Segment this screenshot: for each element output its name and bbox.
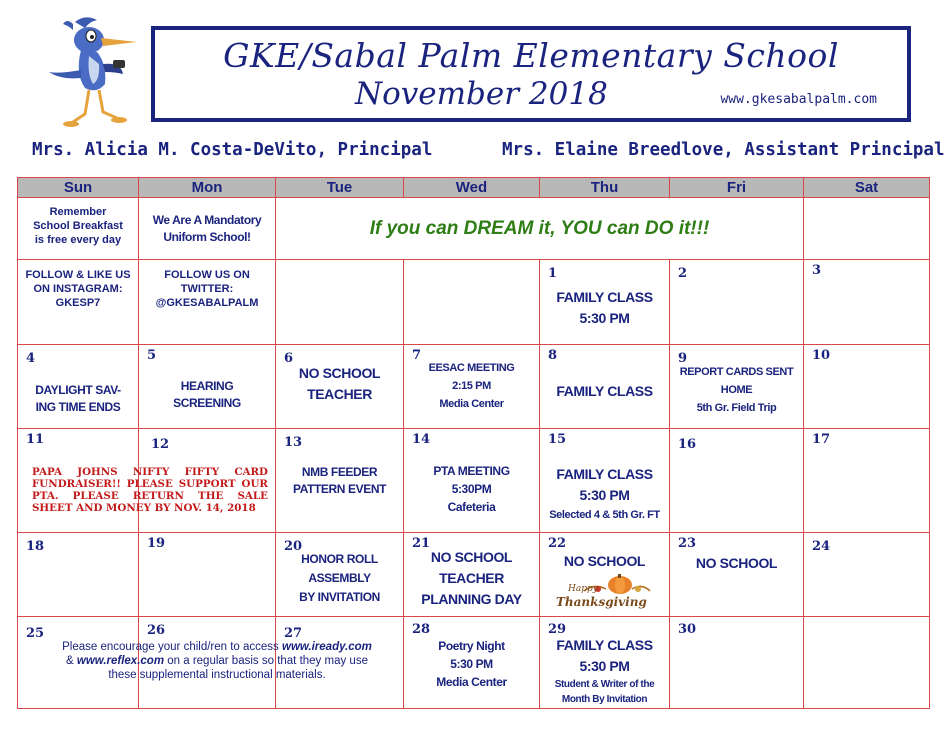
day-number: 9: [678, 351, 688, 366]
week-row-5: [18, 617, 930, 709]
day-number: 12: [151, 437, 170, 452]
day-number: 23: [678, 536, 697, 551]
day-cell-30: [670, 617, 804, 709]
day-number: 3: [812, 263, 822, 278]
week-row-4: [18, 533, 930, 617]
day-number: 14: [412, 432, 431, 447]
event-family-class: FAMILY CLASS 5:30 PM Selected 4 & 5th Gr. FT: [549, 466, 660, 521]
event-daylight-saving: DAYLIGHT SAV- ING TIME ENDS: [35, 383, 121, 414]
day-cell-14: [404, 429, 540, 533]
event-no-school-planning: NO SCHOOL TEACHER PLANNING DAY: [421, 549, 522, 607]
event-report-cards: REPORT CARDS SENT HOME 5th Gr. Field Trip: [679, 366, 794, 414]
day-number: 16: [678, 437, 697, 452]
event-poetry-night: Poetry Night 5:30 PM Media Center: [436, 639, 507, 689]
weekday-header: [18, 178, 930, 198]
school-name: GKE/Sabal Palm Elementary School: [223, 36, 839, 75]
day-number: 27: [284, 626, 303, 641]
event-no-school: NO SCHOOL: [563, 553, 646, 569]
weekday-wed: Wed: [404, 178, 540, 198]
principal-name: Mrs. Alicia M. Costa-DeVito, Principal: [32, 140, 433, 160]
day-cell-17: [804, 429, 930, 533]
day-cell-7: [404, 345, 540, 429]
motto-text: If you can DREAM it, YOU can DO it!!!: [369, 218, 710, 239]
day-cell-20: [276, 533, 404, 617]
happy-thanksgiving-clipart-icon: [554, 573, 656, 613]
day-number: 25: [26, 626, 45, 641]
empty-cell: [276, 260, 404, 345]
day-number: 18: [26, 539, 45, 554]
twitter-note-cell: [139, 260, 276, 345]
day-number: 6: [284, 351, 294, 366]
day-cell-9: [670, 345, 804, 429]
day-number: 15: [548, 432, 567, 447]
day-number: 1: [548, 266, 558, 281]
day-cell-15: [540, 429, 670, 533]
day-number: 5: [147, 348, 157, 363]
weekday-tue: Tue: [276, 178, 404, 198]
event-nmb-feeder: NMB FEEDER PATTERN EVENT: [292, 465, 387, 496]
day-number: 11: [26, 432, 45, 447]
day-cell-16: [670, 429, 804, 533]
day-number: 30: [678, 622, 697, 637]
month-title: November 2018: [355, 76, 608, 112]
event-family-class: FAMILY CLASS 5:30 PM: [556, 289, 653, 326]
day-cell-23: [670, 533, 804, 617]
day-number: 10: [812, 348, 831, 363]
roadrunner-mascot-icon: [45, 14, 145, 132]
day-cell-24: [804, 533, 930, 617]
day-number: 26: [147, 623, 166, 638]
title-banner: [151, 26, 911, 122]
instagram-note-cell: [18, 260, 139, 345]
day-number: 7: [412, 348, 422, 363]
day-number: 8: [548, 348, 558, 363]
day-number: 2: [678, 266, 688, 281]
day-number: 20: [284, 539, 303, 554]
day-cell-21: [404, 533, 540, 617]
school-website: www.gkesabalpalm.com: [720, 92, 877, 107]
fundraiser-note: PAPA JOHNS NIFTY FIFTY CARD FUNDRAISER!! PLEASE SUPPORT OUR PTA. PLEASE RETURN THE SALE SHEET AND MONEY BY NOV. 14, 2018: [32, 466, 268, 514]
day-cell-4: [18, 345, 139, 429]
day-cell-19: [139, 533, 276, 617]
iready-reflex-note: Please encourage your child/ren to access www.iready.com & www.reflex.com on a regular basis so that they may use these supplemental instructional materials.: [62, 641, 372, 681]
day-cell-8: [540, 345, 670, 429]
weekday-sun: Sun: [18, 178, 139, 198]
event-eesac-meeting: EESAC MEETING 2:15 PM Media Center: [428, 362, 515, 410]
empty-cell: [404, 260, 540, 345]
twitter-note: FOLLOW US ON TWITTER: @GKESABALPALM: [155, 269, 259, 309]
day-cell-18: [18, 533, 139, 617]
weekday-thu: Thu: [540, 178, 670, 198]
instagram-note: FOLLOW & LIKE US ON INSTAGRAM: GKESP7: [25, 269, 131, 309]
uniform-note: We Are A Mandatory Uniform School!: [152, 213, 262, 244]
svg-text:Happy: Happy: [568, 584, 598, 594]
day-number: 22: [548, 536, 567, 551]
empty-cell: [804, 617, 930, 709]
event-no-school: NO SCHOOL: [695, 555, 778, 571]
week-row-0: [18, 198, 930, 260]
day-number: 13: [284, 435, 303, 450]
day-cell-6: [276, 345, 404, 429]
week-row-2: [18, 345, 930, 429]
day-cell-29: [540, 617, 670, 709]
day-cell-5: [139, 345, 276, 429]
assistant-principal-name: Mrs. Elaine Breedlove, Assistant Principal: [502, 140, 945, 160]
uniform-note-cell: [139, 198, 276, 260]
breakfast-note-cell: [18, 198, 139, 260]
day-number: 17: [812, 432, 831, 447]
event-family-class: FAMILY CLASS 5:30 PM Student & Writer of the Month By Invitation: [554, 637, 655, 705]
week-row-3: [18, 429, 930, 533]
day-cell-3: [804, 260, 930, 345]
day-cell-10: [804, 345, 930, 429]
event-no-school: NO SCHOOL TEACHER: [298, 365, 381, 402]
day-number: 28: [412, 622, 431, 637]
weekday-fri: Fri: [670, 178, 804, 198]
day-cell-13: [276, 429, 404, 533]
calendar-grid: [17, 177, 930, 709]
breakfast-note: Remember School Breakfast is free every day: [33, 206, 123, 246]
day-cell-22: [540, 533, 670, 617]
weekday-mon: Mon: [139, 178, 276, 198]
week-row-1: [18, 260, 930, 345]
day-cell-2: [670, 260, 804, 345]
event-family-class: FAMILY CLASS: [556, 383, 653, 399]
day-number: 4: [26, 351, 36, 366]
event-honor-roll: HONOR ROLL ASSEMBLY BY INVITATION: [299, 552, 380, 604]
day-number: 29: [548, 622, 567, 637]
weekday-sat: Sat: [804, 178, 930, 198]
event-hearing-screening: HEARING SCREENING: [173, 379, 241, 410]
day-cell-28: [404, 617, 540, 709]
day-number: 21: [412, 536, 431, 551]
day-cell-1: [540, 260, 670, 345]
empty-cell: [804, 198, 930, 260]
event-pta-meeting: PTA MEETING 5:30PM Cafeteria: [433, 464, 510, 514]
motto-cell: [276, 198, 804, 260]
day-number: 24: [812, 539, 831, 554]
day-number: 19: [147, 536, 166, 551]
svg-text:Thanksgiving: Thanksgiving: [556, 595, 647, 609]
